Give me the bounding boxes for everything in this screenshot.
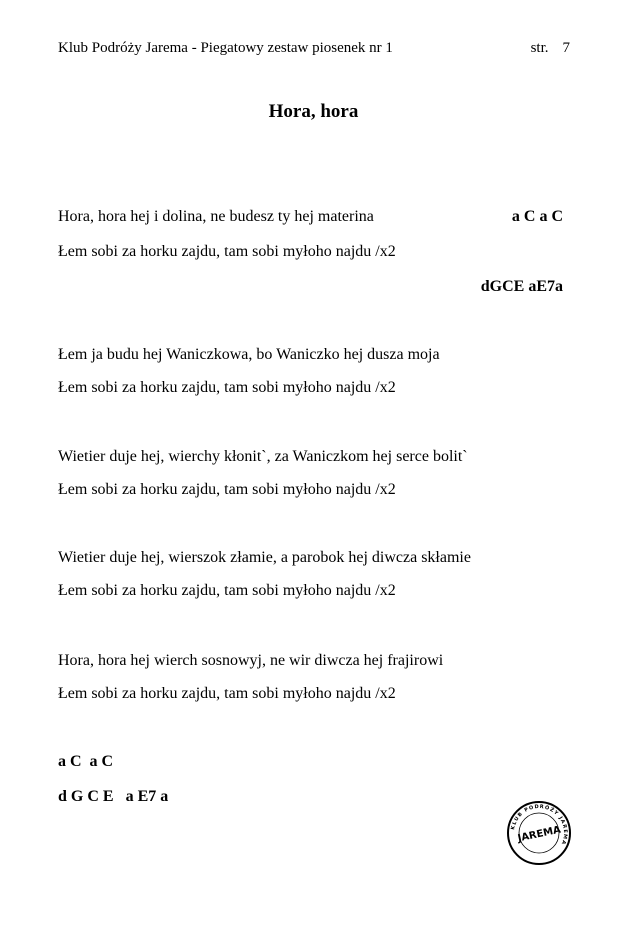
page-label: str. — [530, 40, 549, 56]
lyric-line: Łem sobi za horku zajdu, tam sobi myłoho najdu /x2 — [58, 481, 396, 498]
jarema-stamp-logo — [506, 800, 572, 866]
chord-summary-line: d G C E a E7 a — [58, 788, 169, 805]
chord-summary-line: a C a C — [58, 753, 114, 770]
svg-text:KLUB PODRÓŻY JAREMA: KLUB PODRÓŻY JAREMA — [510, 803, 569, 846]
chord-line: a C a C — [511, 208, 563, 225]
stamp-icon — [506, 800, 572, 866]
chord-line: dGCE aE7a — [480, 278, 563, 295]
lyric-line: Łem sobi za horku zajdu, tam sobi myłoho najdu /x2 — [58, 582, 396, 599]
lyric-line: Wietier duje hej, wierszok złamie, a parobok hej diwcza skłamie — [58, 549, 471, 566]
lyric-line: Łem sobi za horku zajdu, tam sobi myłoho najdu /x2 — [58, 379, 396, 396]
lyric-line: Łem ja budu hej Waniczkowa, bo Waniczko hej dusza moja — [58, 346, 440, 363]
lyric-line: Hora, hora hej i dolina, ne budesz ty hej materina — [58, 208, 374, 225]
lyric-line: Wietier duje hej, wierchy kłonit`, za Waniczkom hej serce bolit` — [58, 448, 468, 465]
svg-text:JAREMA: JAREMA — [516, 824, 562, 845]
club-name: Klub Podróży Jarema - Piegatowy zestaw piosenek nr 1 — [58, 40, 393, 56]
page-indicator — [531, 39, 570, 57]
page-number: 7 — [562, 40, 570, 56]
song-title: Hora, hora — [268, 101, 359, 122]
lyric-line: Łem sobi za horku zajdu, tam sobi myłoho najdu /x2 — [58, 685, 396, 702]
lyric-line: Łem sobi za horku zajdu, tam sobi myłoho najdu /x2 — [58, 243, 396, 260]
lyric-line: Hora, hora hej wierch sosnowyj, ne wir diwcza hej frajirowi — [58, 652, 444, 669]
